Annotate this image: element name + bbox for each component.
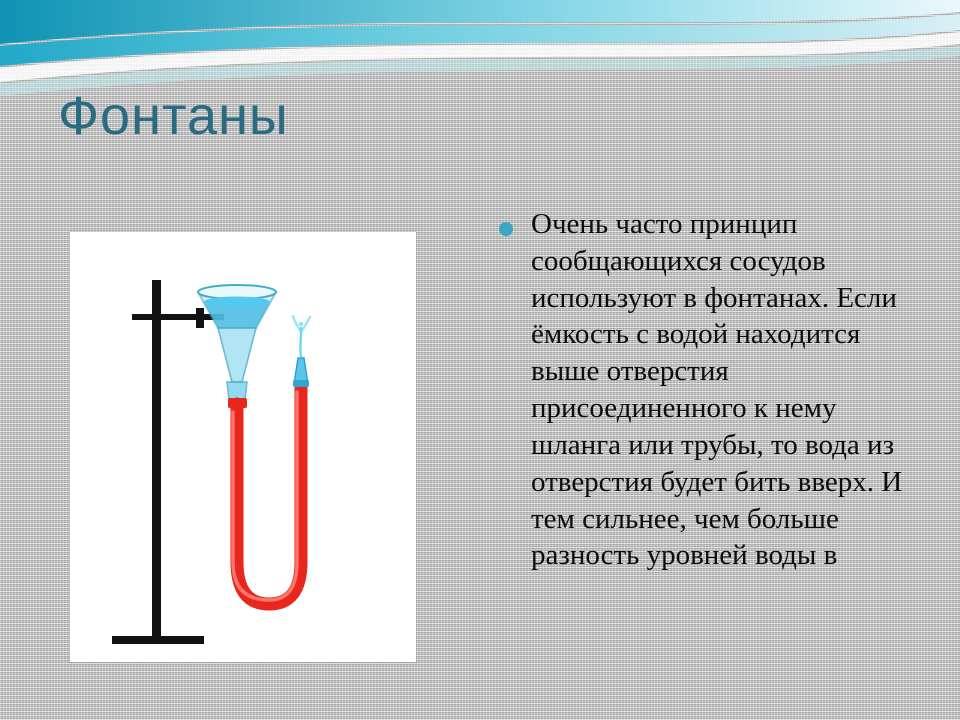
clamp-jaw: [196, 308, 204, 328]
stand-rod: [152, 280, 161, 640]
bullet-dot-icon: [499, 222, 513, 236]
bullet-text: Очень часто принцип сообщающихся сосудов используют в фонтанах. Если ёмкость с водой находится выше отверстия присоединенного к нему шланга или трубы, то вода из отверстия будет бить вверх. И тем сильнее, чем больше разность уровней воды в: [531, 208, 903, 572]
fountain-diagram-svg: [70, 232, 416, 662]
hose-collar: [228, 398, 247, 408]
stand-base: [112, 636, 204, 644]
water-surface: [204, 297, 270, 308]
water-droplet: [299, 322, 303, 326]
bullet-item: [487, 206, 907, 574]
page-title: Фонтаны: [58, 86, 289, 146]
content-text-block: [487, 206, 907, 574]
funnel-stem: [227, 382, 247, 400]
illustration-image: [70, 232, 416, 662]
